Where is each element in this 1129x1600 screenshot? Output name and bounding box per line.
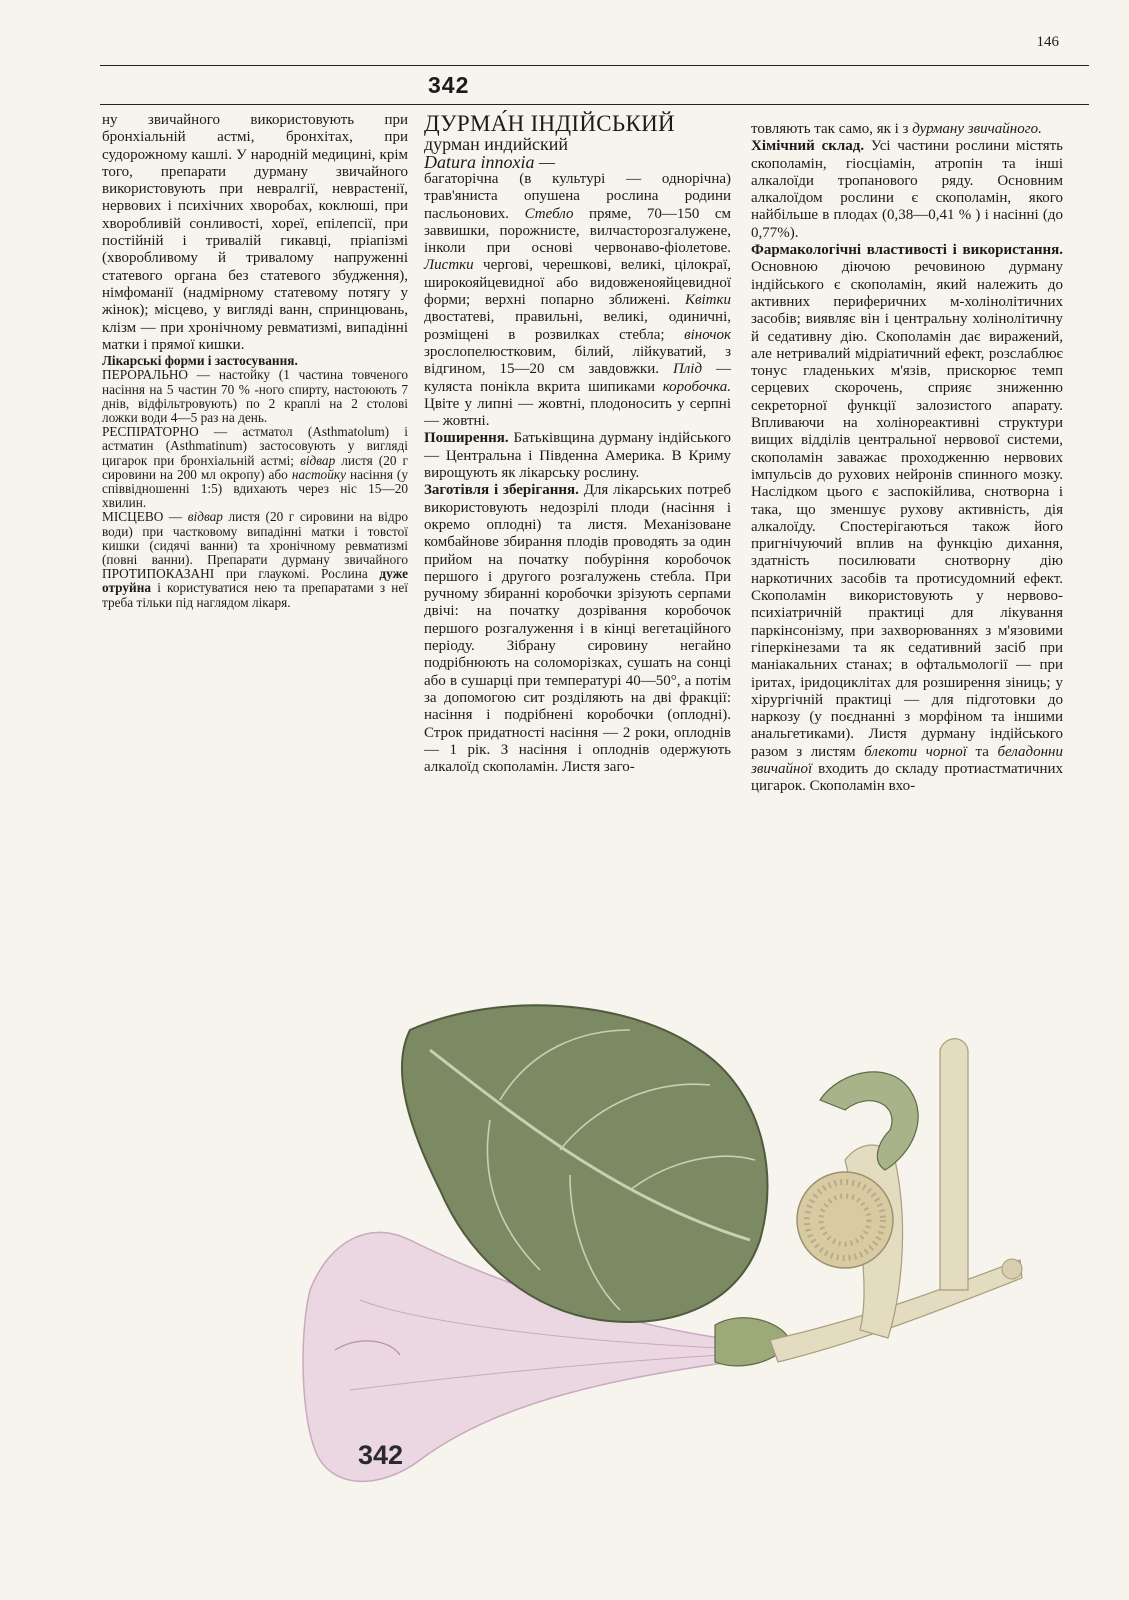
chemistry-paragraph [751, 138, 1063, 242]
fruit-term: Плід [672, 361, 703, 378]
respiratory-text: листя (20 г сировини на 200 мл окропу) або [102, 452, 409, 482]
stem-term: Стебло [524, 205, 574, 222]
local-text: — [163, 509, 188, 525]
contraindicated-label: ПРОТИПОКАЗАНІ [102, 566, 215, 582]
distribution-heading: Поширення. [424, 430, 509, 447]
flowers-term: Квітки [685, 292, 731, 309]
dosage-section [102, 354, 408, 610]
harvest-text: Для лікарських потреб використовують недозрілі плоди (насіння і окремо оплодні) та листя. Механізоване комбайнове збирання плодів проводять за один прийом на початку побуріння коробочок першого і другого розгалужень стебла. При ручному збиранні коробочки зрізують серпами двічі: на початку дозрівання коробочок першого розгалуження і в кінці вегетаційного періоду. Зібрану сировину негайно подрібнюють на соломорізках, сушать на сонці або в сушарці при температурі 40—50°, а потім за допомогою сит розділяють на дві фракції: насіння і подрібнені коробочки (оплодні). Строк придатності насіння — 2 роки, оплоднів — 1 рік. З насіння і оплоднів одержують алкалоїд скополамін. Листя заго- [424, 482, 731, 776]
respiratory-text: насіння (у співвідношенні 1:5) вдихають через ніс 15—20 хвилин. [102, 466, 409, 511]
chemistry-heading: Хімічний склад. [751, 138, 865, 155]
local-text: при глаукомі. Рослина [214, 566, 380, 582]
chemistry-text: Усі частини рослини містять скополамін, гіосціамін, атропін та інші алкалоїди тропанового ряду. Основним алкалоїдом рослини є скополамін, якого найбільше в плодах (0,38—0,41 % ) і насінні (до 0,77%). [751, 138, 1063, 241]
respiratory-text: — астматол (Asthmatolum) і астматин (Asthmatinum) застосовують у вигляді цигарок при бронхіальній астмі; [102, 424, 408, 468]
left-column [102, 112, 408, 610]
local-paragraph [102, 510, 408, 609]
description-paragraph [424, 171, 731, 430]
respiratory-label: РЕСПІРАТОРНО [102, 424, 199, 440]
continuation-paragraph [751, 121, 1063, 138]
description-text: зрослопелюстковим, білий, лійкуватий, з відгином, 15—20 см завдовжки. [424, 343, 731, 378]
harvest-heading: Заготівля і зберігання. [424, 482, 579, 499]
dosage-heading: Лікарські форми і застосування. [102, 353, 298, 369]
description-text: Цвіте у липні — жовтні, плодоносить у серпні — жовтні. [424, 395, 731, 430]
pharmacology-text: входить до складу протиастматичних цигарок. Скополамін вхо- [751, 760, 1063, 795]
pharmacology-heading: Фармакологічні властивості і використання. [751, 242, 1063, 259]
decoction-term: відвар [300, 452, 336, 468]
oral-label: ПЕРОРАЛЬНО [102, 367, 189, 383]
local-text: листя (20 г сировини на відро води) при частковому випадінні матки і товстої кишки (сидячі ванни) та хронічному ревматизмі (повні ванни). Препарати дурману звичайного [102, 509, 408, 567]
corolla-term: віночок [684, 326, 731, 343]
description-text: багаторічна (в культурі — однорічна) трав'яниста опушена рослина родини пасльонових. [424, 171, 731, 222]
oral-paragraph [102, 368, 408, 425]
entry-number: 342 [428, 72, 470, 98]
oral-text: — настойку (1 частина товченого насіння на 5 частин 70 % -ного спирту, настоюють 7 днів, відфільтровують) по 2 краплі на 2 столові ложки води 4—5 раз на день. [102, 367, 408, 425]
pharmacology-text: та [966, 743, 998, 760]
plate-number: 342 [358, 1440, 404, 1470]
latin-name: Datura innoxia — [424, 152, 556, 172]
cross-reference: дурману звичайного. [912, 121, 1042, 137]
top-rule [100, 65, 1089, 66]
russian-name: дурман индийский [424, 134, 568, 154]
pharmacology-text: Основною діючою речовиною дурману індійського є скополамін, який належить до активних периферичних м-холінолітичних засобів; виявляє він і центральну холінолітичну й седативну дію. Скополамін дає виражений, але нетривалий мідріатичний ефект, розслаблює тонус гладеньких м'язів, прискорює темп серцевих скорочень, сприяє зниженню секреторної функції залозистого апарату. Впливаючи на холінореактивні структури вищих відділів центральної нервової системи, скополамін заважає проходженню нервових імпульсів до рухових нейронів спинного мозку. Наслідком цього є заспокійлива, снотворна і така, що зменшує рухову активність, дія алкалоїду. Спостерігаються також його пригнічуючий вплив на функцію дихання, здатність посилювати снотворну дію наркотичних засобів та протисудомний ефект. Скополамін використовують у нервово-психіатричній практиці для лікування паркінсонізму, при захворюваннях з м'язовими гіперкінезами та як седативний засіб при маніакальних станах; в офтальмології — при іритах, іридоциклітах для розширення зіниць; у хірургічній практиці — для підготовки до наркозу (у поєднанні з морфіном та іншими анальгетиками). Листя дурману індійського разом з листям [751, 259, 1063, 760]
middle-column [424, 112, 731, 776]
respiratory-paragraph [102, 425, 408, 510]
decoction-term: відвар [187, 509, 223, 525]
distribution-paragraph [424, 430, 731, 482]
description-text: двостатеві, правильні, великі, одиничні, розміщені в розвилках стебла; [424, 309, 731, 343]
poison-warning: дуже отруйна [102, 566, 408, 596]
henbane-term: блекоти чорної [864, 743, 967, 760]
infusion-term: настойку [291, 466, 346, 482]
header-rule [100, 104, 1089, 105]
capsule-illustration [797, 1172, 893, 1268]
capsule-term: коробочка. [662, 378, 731, 395]
harvest-paragraph [424, 482, 731, 776]
leaves-term: Листки [424, 257, 474, 274]
right-column [751, 121, 1063, 796]
datura-illustration [300, 990, 1129, 1550]
local-label: МІСЦЕВО [102, 509, 164, 525]
entry-title: ДУРМА́Н ІНДІЙСЬКИЙ [424, 111, 675, 136]
continuation-paragraph: ну звичайного використовують при бронхіальній астмі, бронхітах, при судорожному кашлі. У народній медицині, крім того, препарати дурману звичайного використовують при невралгії, неврастенії, нервових і психічних хворобах, коклюші, при хворобливій сонливості, хореї, епілепсії, при постійній і тривалій гикавці, пріапізмі (хворобливому й тривалому напруженні статевого органа без статевого збудження), німфоманії (надмірному статевому потягу у жінок); місцево, у вигляді ванн, спринцювань, клізм — при хронічному ревматизмі, випадінні матки і прямої кишки. [102, 112, 408, 353]
continuation-text: товляють так само, як і з [751, 121, 913, 137]
belladonna-term: беладонни звичайної [751, 743, 1063, 777]
description-text: — куляста понікла вкрита шипиками [424, 361, 732, 395]
description-text: чергові, черешкові, великі, цілокраї, широкояйцевидної або видовженояйцевидної форми; верхні попарно зближені. [424, 257, 731, 309]
pharmacology-paragraph [751, 242, 1063, 796]
page-number: 146 [1036, 34, 1059, 50]
description-text: пряме, 70—150 см заввишки, порожнисте, вилчасторозгалужене, інколи при основі червонаво-фіолетове. [424, 205, 731, 257]
local-text: і користуватися нею та препаратами з неї треба тільки під наглядом лікаря. [102, 580, 408, 610]
distribution-text: Батьківщина дурману індійського — Центральна і Південна Америка. В Криму вирощують як лікарську рослину. [424, 430, 731, 482]
